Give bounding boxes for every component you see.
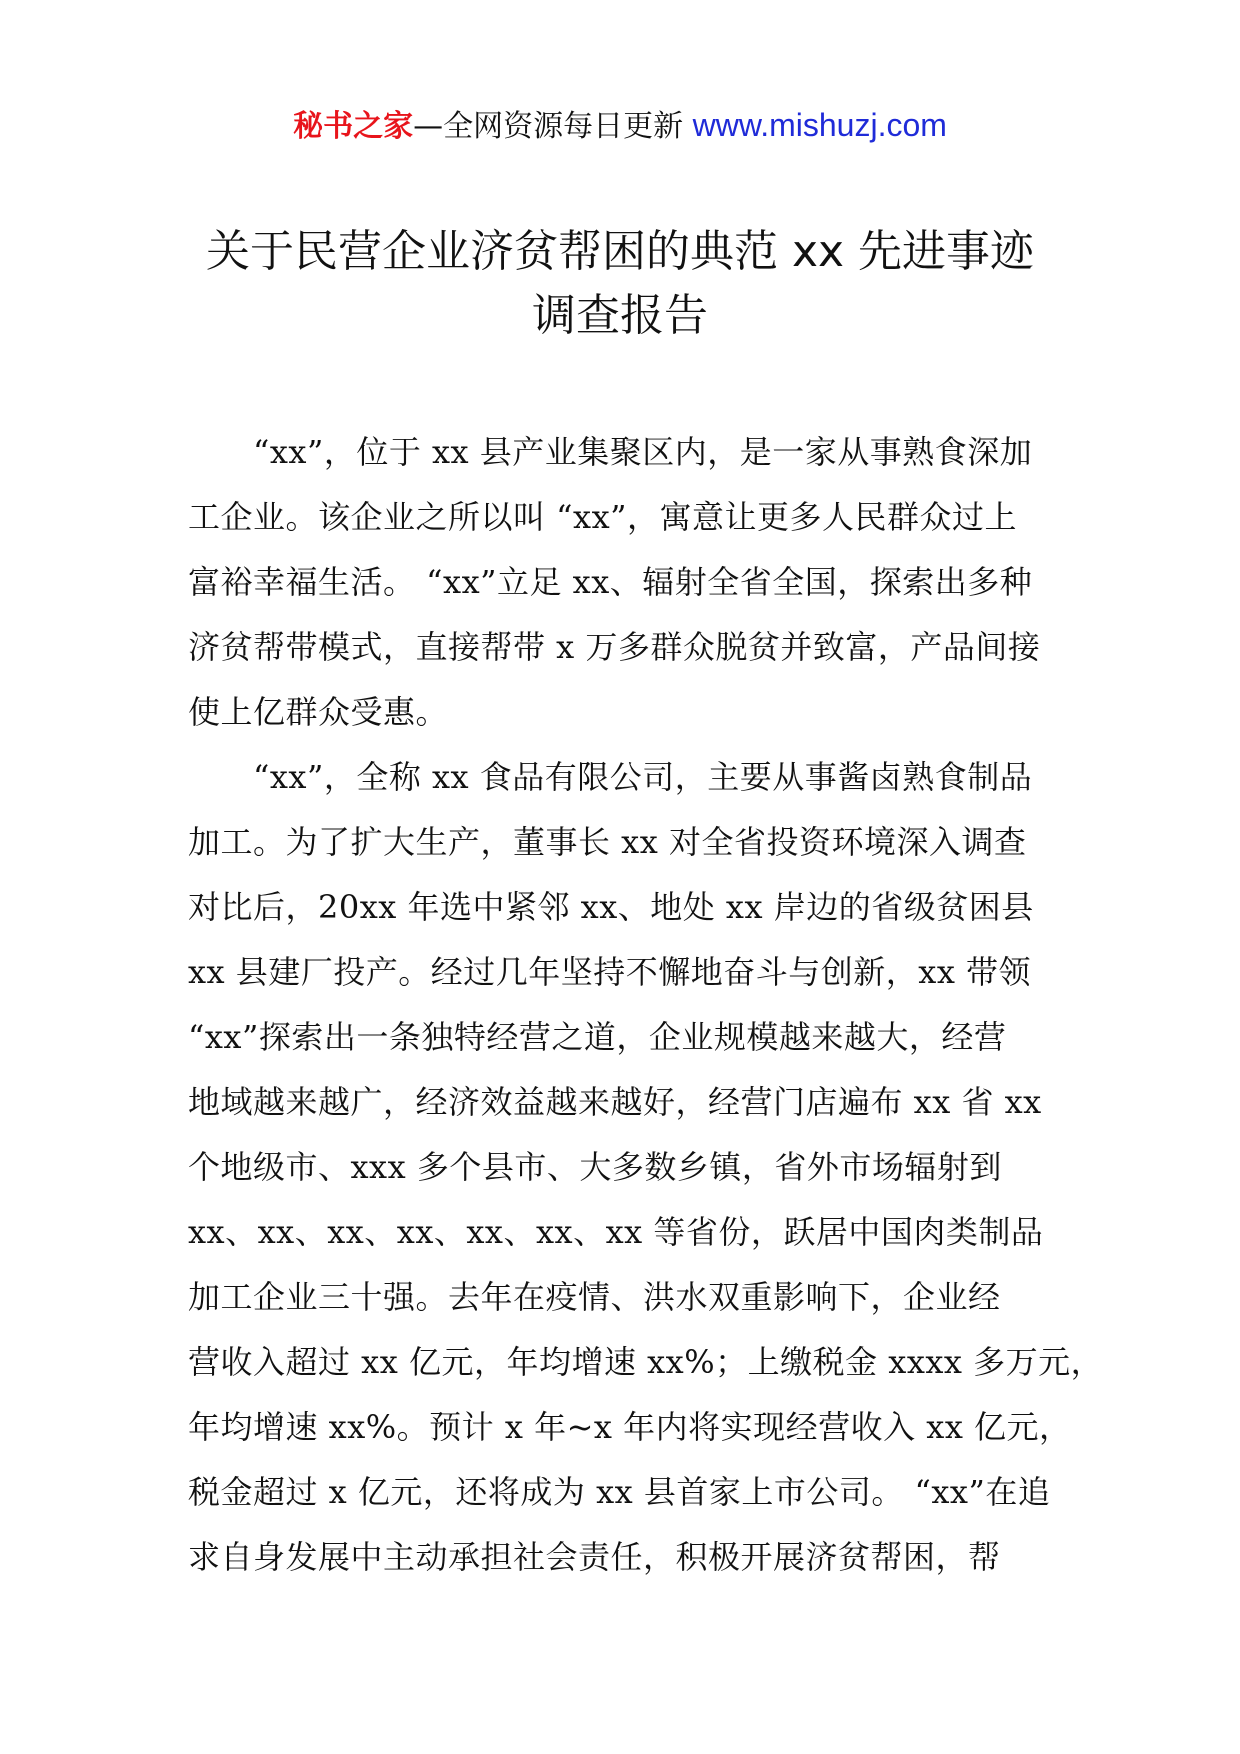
document-body xyxy=(188,420,1104,1590)
body-line: “xx”，位于 xx 县产业集聚区内，是一家从事熟食深加 xyxy=(188,433,1033,471)
title-line-1: 关于民营企业济贫帮困的典范 xx 先进事迹 xyxy=(205,226,1035,277)
body-line: 个地级市、xxx 多个县市、大多数乡镇，省外市场辐射到 xyxy=(188,1148,1002,1186)
title-line-2: 调查报告 xyxy=(532,290,708,341)
body-line: 营收入超过 xx 亿元，年均增速 xx%；上缴税金 xxxx 多万元， xyxy=(188,1343,1104,1381)
body-line: 工企业。该企业之所以叫 “xx”，寓意让更多人民群众过上 xyxy=(188,498,1017,536)
document-title xyxy=(150,220,1090,348)
header-tagline: —全网资源每日更新 xyxy=(413,109,684,144)
body-line: 加工企业三十强。去年在疫情、洪水双重影响下，企业经 xyxy=(188,1278,1001,1316)
body-line: 税金超过 x 亿元，还将成为 xx 县首家上市公司。 “xx”在追 xyxy=(188,1473,1051,1511)
brand-name: 秘书之家 xyxy=(293,109,414,144)
body-line: 富裕幸福生活。 “xx”立足 xx、辐射全省全国，探索出多种 xyxy=(188,563,1033,601)
body-line: 使上亿群众受惠。 xyxy=(188,693,449,731)
body-line: 济贫帮带模式，直接帮带 x 万多群众脱贫并致富，产品间接 xyxy=(188,628,1041,666)
body-line: “xx”探索出一条独特经营之道，企业规模越来越大，经营 xyxy=(188,1018,1007,1056)
body-line: 地域越来越广，经济效益越来越好，经营门店遍布 xx 省 xx xyxy=(188,1083,1042,1121)
site-url-link[interactable]: www.mishuzj.com xyxy=(692,107,947,143)
site-header xyxy=(0,100,1240,152)
body-line: 加工。为了扩大生产，董事长 xx 对全省投资环境深入调查 xyxy=(188,823,1027,861)
body-line: 年均增速 xx%。预计 x 年~x 年内将实现经营收入 xx 亿元， xyxy=(188,1408,1072,1446)
body-line: xx、xx、xx、xx、xx、xx、xx 等省份，跃居中国肉类制品 xyxy=(188,1213,1044,1251)
body-line: 对比后，20xx 年选中紧邻 xx、地处 xx 岸边的省级贫困县 xyxy=(188,888,1034,926)
body-line: 求自身发展中主动承担社会责任，积极开展济贫帮困，帮 xyxy=(188,1538,1001,1576)
body-line: “xx”，全称 xx 食品有限公司，主要从事酱卤熟食制品 xyxy=(188,758,1033,796)
body-line: xx 县建厂投产。经过几年坚持不懈地奋斗与创新，xx 带领 xyxy=(188,953,1032,991)
